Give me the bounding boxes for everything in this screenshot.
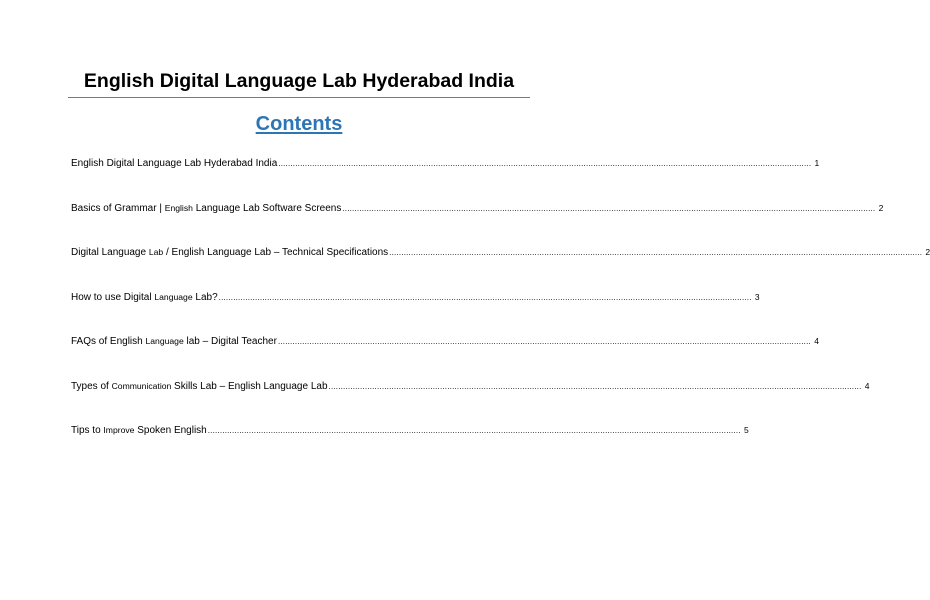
toc-entry-text-part-small: Lab [148, 247, 164, 257]
table-of-contents [71, 155, 930, 467]
toc-entry[interactable] [71, 422, 749, 467]
toc-entry-text-part: Spoken English [134, 425, 207, 436]
toc-entry-text[interactable] [71, 244, 388, 261]
toc-entry-text-part-small: Improve [103, 425, 135, 435]
toc-page-number: 1 [814, 158, 820, 168]
document-title: English Digital Language Lab Hyderabad India [83, 70, 515, 92]
toc-entry-text-part: Digital Language [71, 247, 149, 258]
toc-entry-text-part: lab – Digital Teacher [183, 336, 277, 347]
toc-entry-text-part-small: Language [145, 336, 184, 346]
toc-entry[interactable] [71, 333, 819, 378]
toc-dot-leader: ............................................................................................................................................................................................................................ [207, 426, 741, 435]
toc-entry[interactable] [71, 155, 820, 200]
title-underline-rule [68, 97, 530, 98]
toc-entry-text-part: FAQs of English [71, 336, 146, 347]
toc-dot-leader: ............................................................................................................................................................................................................................ [389, 248, 923, 257]
toc-page-number: 2 [878, 202, 884, 213]
toc-entry-text-part: / English Language Lab – Technical Specifications [163, 247, 389, 258]
toc-entry-text-part-small: Communication [111, 380, 172, 391]
toc-entry[interactable] [71, 244, 930, 289]
toc-entry-text-part-small: Language [154, 291, 193, 302]
toc-dot-leader: ............................................................................................................................................................................................................................ [342, 203, 876, 213]
toc-entry-text[interactable] [71, 378, 328, 395]
toc-entry-text-part: Types of [71, 380, 112, 392]
toc-entry[interactable] [71, 378, 870, 423]
toc-entry-text[interactable] [71, 289, 218, 306]
toc-entry-text-part: English Digital Language Lab Hyderabad India [71, 158, 278, 169]
toc-entry-text[interactable] [71, 333, 277, 350]
toc-dot-leader: ............................................................................................................................................................................................................................ [218, 292, 752, 302]
toc-dot-leader: ............................................................................................................................................................................................................................ [328, 381, 862, 391]
toc-entry-text-part: Tips to [71, 425, 104, 436]
toc-entry-text-part: Language Lab Software Screens [192, 202, 342, 214]
toc-entry-text[interactable] [71, 200, 341, 217]
toc-dot-leader: ............................................................................................................................................................................................................................ [278, 159, 812, 168]
toc-dot-leader: ............................................................................................................................................................................................................................ [277, 337, 811, 346]
toc-entry-text-part-small: English [164, 202, 193, 213]
contents-heading: Contents [255, 113, 343, 135]
toc-entry[interactable] [71, 200, 884, 245]
toc-page-number: 4 [814, 336, 819, 346]
toc-page-number: 5 [744, 425, 749, 435]
toc-page-number: 2 [925, 247, 930, 257]
toc-page-number: 4 [864, 380, 870, 391]
toc-entry[interactable] [71, 289, 760, 334]
toc-page-number: 3 [754, 291, 760, 302]
toc-entry-text-part: How to use Digital [71, 291, 155, 303]
toc-entry-text[interactable] [71, 156, 277, 172]
toc-entry-text-part: Basics of Grammar | [71, 202, 165, 214]
toc-entry-text-part: Skills Lab – English Language Lab [171, 380, 328, 392]
toc-entry-text-part: Lab? [192, 291, 218, 303]
toc-entry-text[interactable] [71, 422, 207, 439]
